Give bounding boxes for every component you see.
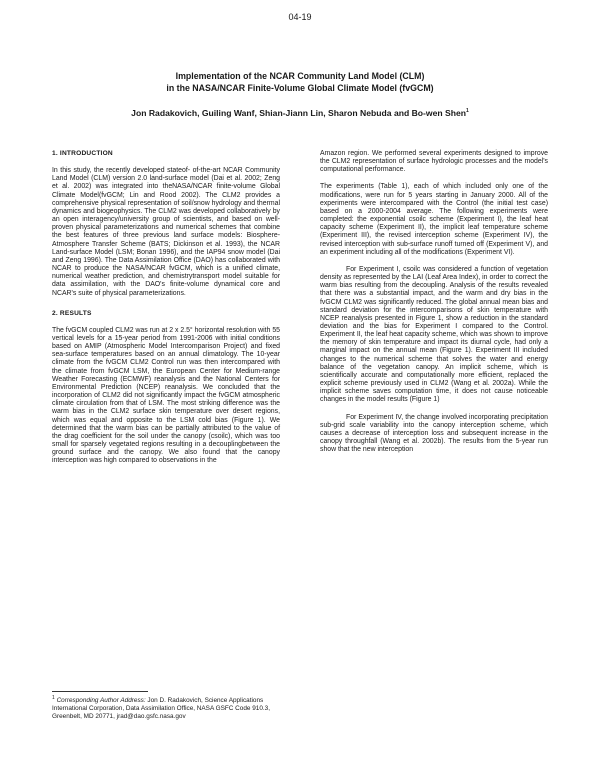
footnote-divider xyxy=(52,691,148,692)
page-number: 04-19 xyxy=(288,12,312,22)
right-paragraph-2: The experiments (Table 1), each of which included only one of the modifications, were run for 5 years starting in January 2000. All of the experiments were intercompared with the Control (the initial test case) based on a 2000-2004 average. The following experiments were completed: the exponential csoilc scheme (Experiment I), the leaf heat capacity scheme (Experiment II), the implicit leaf temperature scheme (Experiment III), the revised interception scheme (Experiment IV), the revised interception with sub-surface runoff turned off (Experiment V), and an experiment including all of the modifications (Experiment VI). xyxy=(320,183,548,256)
author-footnote-mark: 1 xyxy=(466,108,469,115)
intro-heading: 1. INTRODUCTION xyxy=(52,150,113,157)
title-line-2: in the NASA/NCAR Finite-Volume Global Climate Model (fvGCM) xyxy=(166,83,434,93)
intro-paragraph: In this study, the recently developed stateof- of-the-art NCAR Community Land Model (CLM) version 2.0 land-surface model (Dai et al. 2002; Zeng et al. 2002) was integrated into theNASA/NCAR finite-volume Global Climate Model(fvGCM; Lin and Rood 2002). The CLM2 provides a comprehensive physical representation of soil/snow hydrology and thermal dynamics and biogeophysics. The CLM2 was developed collaboratively by an open interagency/university group of scientists, and based on well-proven physical parameterizations and numerical schemes that combine the best features of three previous land surface models: Biosphere-Atmosphere Transfer Scheme (BATS; Dickinson et al. 1993), the NCAR Land-surface Model (LSM; Bonan 1996), and the IAP94 snow model (Dai and Zeng 1996). The Data Assimilation Office (DAO) has collaborated with NCAR to produce the NASA/NCAR fvGCM, which is a unified climate, numerical weather prediction, and chemistrytransport model suitable for data assimilation, with the DAO's finite-volume dynamical core and NCAR's suite of physical parameterizations. xyxy=(52,167,280,297)
left-column xyxy=(52,150,280,474)
right-paragraph-4: For Experiment IV, the change involved incorporating precipitation sub-grid scale variability into the canopy interception scheme, which causes a decrease of interception loss and subsequent increase in the canopy throughfall (Wang et al. 2002b). The results from the 5-year run show that the new interception xyxy=(320,413,548,454)
results-paragraph: The fvGCM coupled CLM2 was run at 2 x 2.5° horizontal resolution with 55 vertical levels for a 15-year period from 1991-2006 with initial conditions based on AMIP (Atmospheric Model Intercomparison Project) and fixed sea-surface temperatures based on an annual climatology. The 10-year climate from the fvGCM CLM2 Control run was then intercompared with the climate from fvGCM LSM, the European Center for Medium-range Weather Forecasting (ECMWF) reanalysis and the National Centers for Environmental Prediction (NCEP) reanalysis. We concluded that the incorporation of CLM2 did not significantly impact the fvGCM atmospheric climate circulation from that of LSM. The most striking difference was the warm bias in the CLM2 surface skin temperature over desert regions, which was equal and opposite to the LSM cold bias (Figure 1). We determined that the warm bias can be partially attributed to the value of the drag coefficient for the soil under the canopy (csoilc), which was too small for sparsely vegetated regions resulting in a decouplingbetween the ground surface and the canopy. We also found that the canopy interception was high compared to observations in the xyxy=(52,326,280,465)
footnote-mark: 1 xyxy=(52,694,55,701)
right-paragraph-3: For Experiment I, csoilc was considered a function of vegetation density as represented by the LAI (Leaf Area Index), in order to correct the warm bias resulting from the decoupling. Analysis of the results revealed that there was a substantial impact, and the warm and dry bias in the fvGCM CLM2 was significantly reduced. The global annual mean bias and standard deviation for the intercomparisons of skin temperature with NCEP reanalysis presented in Figure 1, show a reduction in the standard deviation and the bias for Experiment I compared to the Control. Experiment II, the leaf heat capacity scheme, which was shown to improve the memory of skin temperature and impact its diurnal cycle, had only a marginal impact on the annual mean (Figure 1). Experiment III included changes to the numerical scheme that solves the water and energy balance of the vegetation canopy. An implicit scheme, which is scientifically accurate and computationally more efficient, replaced the explicit scheme previously used in CLM2 (Wang et al. 2002a). While the implicit scheme saves computation time, it does not cause noticeable changes in the model results (Figure 1) xyxy=(320,265,548,404)
paper-title xyxy=(60,70,540,94)
author-names: Jon Radakovich, Guiling Wanf, Shian-Jiann Lin, Sharon Nebuda and Bo-wen Shen xyxy=(131,108,467,118)
footnote-text: Jon D. Radakovich, Science Applications International Corporation, Data Assimilation Office, NASA GSFC Code 910.3, Greenbelt, MD 20771, jrad@dao.gsfc.nasa.gov xyxy=(52,697,270,721)
footnote xyxy=(52,694,284,722)
footnote-label: Corresponding Author Address: xyxy=(56,697,146,704)
right-column xyxy=(320,150,548,463)
results-heading: 2. RESULTS xyxy=(52,309,92,317)
title-line-1: Implementation of the NCAR Community Land Model (CLM) xyxy=(175,71,425,81)
right-paragraph-1: Amazon region. We performed several experiments designed to improve the CLM2 representation of surface hydrologic processes and the model's computational performance. xyxy=(320,150,548,174)
author-list xyxy=(40,107,560,119)
